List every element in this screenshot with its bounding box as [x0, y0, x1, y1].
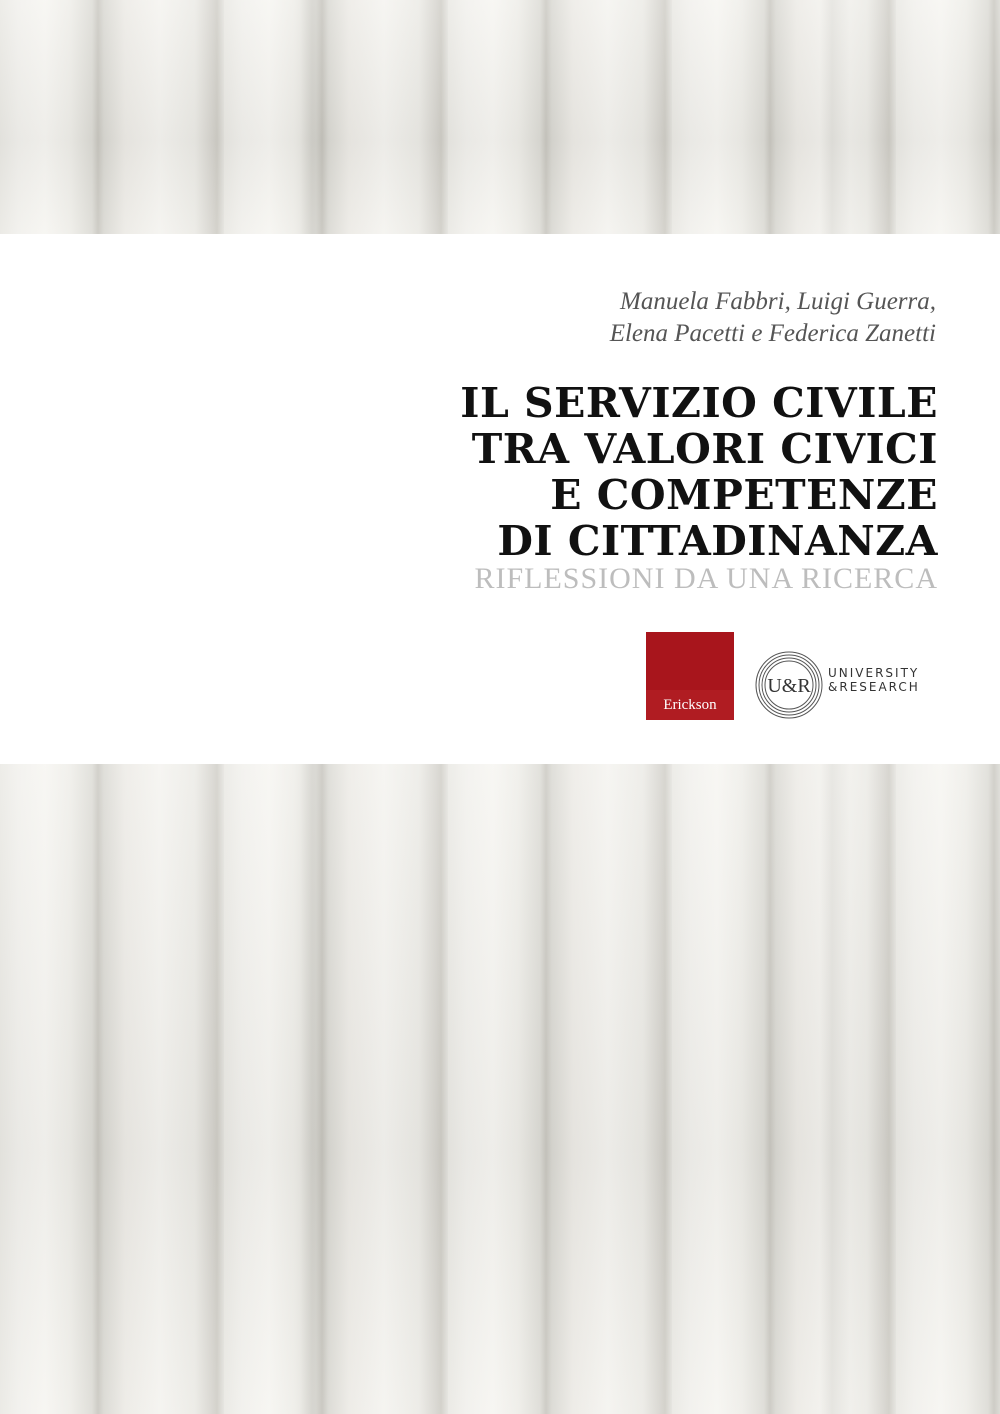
- university-research-label: [828, 666, 920, 694]
- title-line-3: E COMPETENZE: [550, 471, 938, 519]
- ur-line-1: UNIVERSITY: [828, 666, 920, 680]
- title-line-4: DI CITTADINANZA: [497, 517, 938, 565]
- bottom-column-texture: [0, 764, 1000, 1414]
- book-title: [298, 380, 938, 564]
- title-band: [0, 234, 1000, 764]
- title-line-2: TRA VALORI CIVICI: [471, 425, 938, 473]
- authors-line-2: Elena Pacetti e Federica Zanetti: [609, 320, 936, 347]
- title-line-1: IL SERVIZIO CIVILE: [460, 379, 938, 427]
- erickson-logo-text: Erickson: [663, 697, 717, 713]
- top-column-texture: [0, 0, 1000, 234]
- authors: [416, 286, 936, 350]
- ur-monogram-text: U&R: [767, 675, 811, 697]
- authors-line-1: Manuela Fabbri, Luigi Guerra,: [620, 288, 936, 315]
- ur-line-2: &RESEARCH: [828, 680, 920, 694]
- book-subtitle: RIFLESSIONI DA UNA RICERCA: [474, 562, 938, 595]
- ur-monogram-icon: [754, 650, 824, 720]
- erickson-logo: [646, 632, 734, 720]
